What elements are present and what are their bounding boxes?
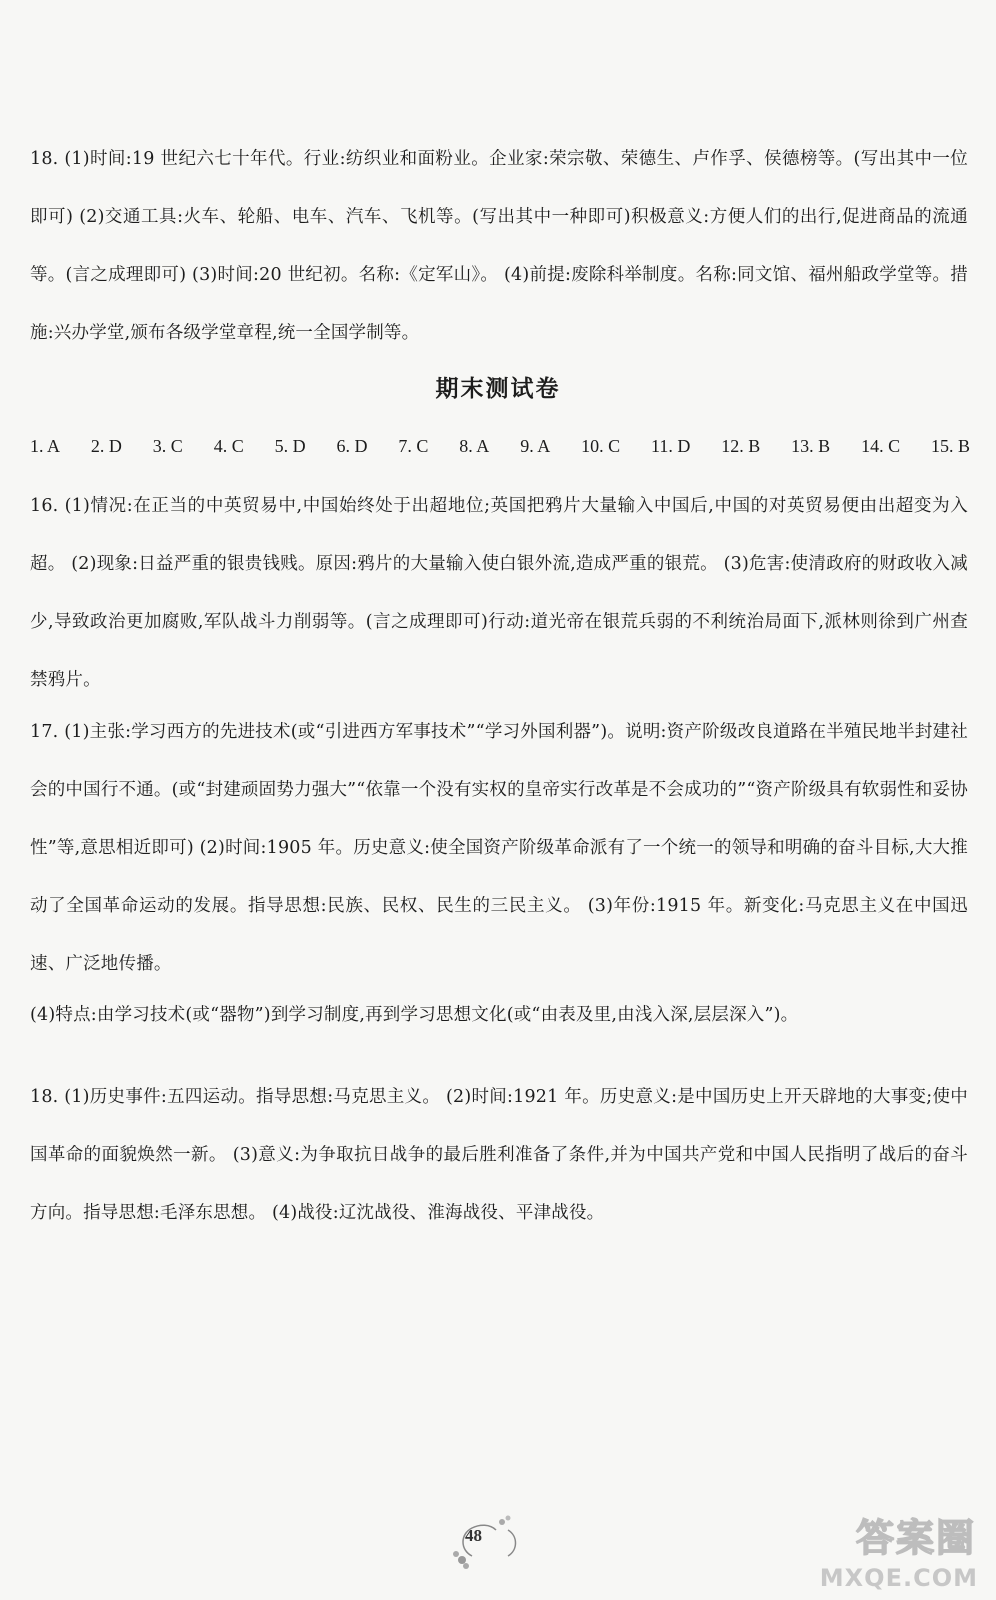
watermark-url: MXQE.COM — [819, 1564, 978, 1592]
mc-answer: 4. C — [213, 436, 244, 456]
mc-answer: 11. D — [651, 436, 691, 456]
answer-q16: 16. (1)情况:在正当的中英贸易中,中国始终处于出超地位;英国把鸦片大量输入中国后,中国的对英贸易便由出超变为入超。 (2)现象:日益严重的银贵钱贱。原因:鸦片的大量输入使白银外流,造成严重的银荒。 (3)危害:使清政府的财政收入减少,导致政治更加腐败,军队战斗力削弱等。(言之成理即可)行动:道光帝在银荒兵弱的不利统治局面下,派林则徐到广州查禁鸦片。 — [30, 496, 968, 690]
mc-answer: 6. D — [336, 436, 368, 456]
mc-answer: 9. A — [520, 436, 551, 456]
mc-answer: 12. B — [721, 436, 761, 456]
answer-q18-section1: 18. (1)时间:19 世纪六七十年代。行业:纺织业和面粉业。企业家:荣宗敬、荣德生、卢作孚、侯德榜等。(写出其中一位即可) (2)交通工具:火车、轮船、电车、汽车、飞机等。(写出其中一种即可)积极意义:方便人们的出行,促进商品的流通等。(言之成理即可) (3)时间:20 世纪初。名称:《定军山》。 (4)前提:废除科举制度。名称:同文馆、福州船政学堂等。措施:兴办学堂,颁布各级学堂章程,统一全国学制等。 — [30, 149, 968, 343]
mc-answer: 1. A — [30, 436, 61, 456]
mc-answer: 8. A — [459, 436, 490, 456]
answer-q17-part4: (4)特点:由学习技术(或“器物”)到学习制度,再到学习思想文化(或“由表及里,由浅入深,层层深入”)。 — [30, 1005, 799, 1025]
mc-answer: 3. C — [152, 436, 183, 456]
mc-answer: 10. C — [581, 436, 621, 456]
page-number-ornament-icon — [450, 1512, 530, 1572]
mc-answer: 13. B — [791, 436, 831, 456]
answer-q18-exam: 18. (1)历史事件:五四运动。指导思想:马克思主义。 (2)时间:1921 年。历史意义:是中国历史上开天辟地的大事变;使中国革命的面貌焕然一新。 (3)意义:为争取抗日战争的最后胜利准备了条件,并为中国共产党和中国人民指明了战后的奋斗方向。指导思想:毛泽东思想。 (4)战役:辽沈战役、淮海战役、平津战役。 — [30, 1087, 968, 1223]
mc-answer: 15. B — [930, 436, 970, 456]
page-number: 48 — [465, 1526, 482, 1545]
mc-answer: 2. D — [90, 436, 122, 456]
mc-answer: 7. C — [398, 436, 429, 456]
mc-answer: 14. C — [861, 436, 901, 456]
answer-q17: 17. (1)主张:学习西方的先进技术(或“引进西方军事技术”“学习外国利器”)。说明:资产阶级改良道路在半殖民地半封建社会的中国行不通。(或“封建顽固势力强大”“依靠一个没有实权的皇帝实行改革是不会成功的”“资产阶级具有软弱性和妥协性”等,意思相近即可) (2)时间:1905 年。历史意义:使全国资产阶级革命派有了一个统一的领导和明确的奋斗目标,大大推动了全国革命运动的发展。指导思想:民族、民权、民生的三民主义。 (3)年份:1915 年。新变化:马克思主义在中国迅速、广泛地传播。 — [30, 722, 968, 974]
multiple-choice-answers — [30, 436, 970, 457]
mc-answer: 5. D — [274, 436, 306, 456]
watermark-logo-text: 答案圈 — [855, 1516, 976, 1560]
exam-title: 期末测试卷 — [435, 375, 561, 402]
